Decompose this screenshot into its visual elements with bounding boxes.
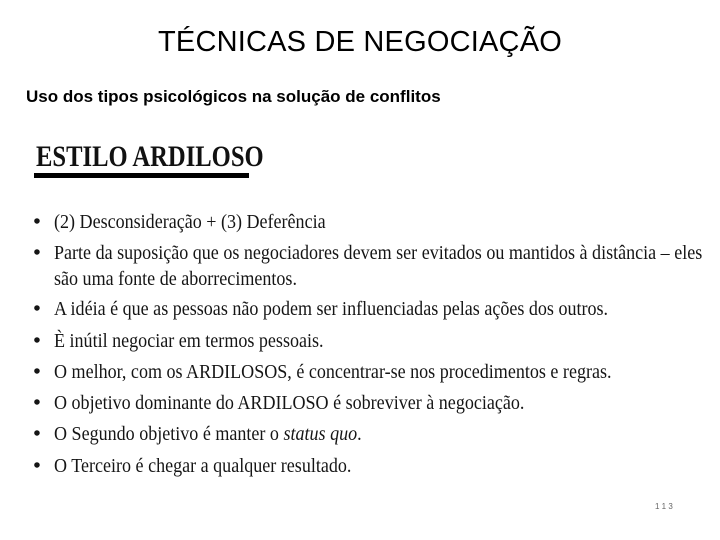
bullet-item: [30, 390, 710, 416]
bullet-text-line: Parte da suposição que os negociadores devem ser evitados ou mantidos à distância – eles: [54, 242, 703, 265]
bullet-text-part: O Segundo objetivo é manter o: [54, 423, 284, 446]
bullet-text-italic: status quo: [283, 423, 358, 446]
heading-underline: [34, 173, 249, 178]
bullet-icon: •: [33, 211, 41, 233]
bullet-icon: •: [33, 392, 41, 415]
bullet-icon: •: [33, 360, 41, 383]
bullet-item: [30, 328, 710, 354]
bullet-item: [30, 359, 710, 385]
bullet-text-part: .: [357, 423, 362, 446]
bullet-text: (2) Desconsideração + (3) Deferência: [54, 211, 326, 233]
bullet-text: O melhor, com os ARDILOSOS, é concentrar-se nos procedimentos e regras.: [54, 360, 612, 383]
bullet-item: [30, 240, 710, 292]
bullet-item: [30, 209, 710, 235]
bullet-icon: •: [33, 298, 41, 321]
slide-title: TÉCNICAS DE NEGOCIAÇÃO: [157, 26, 562, 58]
bullet-text: A idéia é que as pessoas não podem ser influenciadas pelas ações dos outros.: [54, 298, 609, 321]
bullet-text: È inútil negociar em termos pessoais.: [54, 329, 324, 352]
bullet-icon: •: [33, 423, 41, 446]
bullet-item: [30, 453, 710, 479]
bullet-icon: •: [33, 329, 41, 352]
bullet-item: [30, 296, 710, 322]
bullet-text: O objetivo dominante do ARDILOSO é sobreviver à negociação.: [54, 392, 525, 415]
bullet-text: [54, 421, 362, 447]
slide-subtitle: Uso dos tipos psicológicos na solução de conflitos: [26, 87, 441, 106]
bullet-text-line: são uma fonte de aborrecimentos.: [54, 268, 297, 291]
page-number: 1 1 3: [655, 502, 673, 511]
bullet-text: O Terceiro é chegar a qualquer resultado.: [54, 454, 352, 477]
bullet-list: [30, 209, 710, 484]
bullet-icon: •: [33, 454, 41, 477]
bullet-icon: •: [33, 242, 41, 265]
bullet-item: [30, 421, 710, 447]
bullet-text: [54, 240, 702, 292]
section-heading: ESTILO ARDILOSO: [36, 140, 264, 173]
